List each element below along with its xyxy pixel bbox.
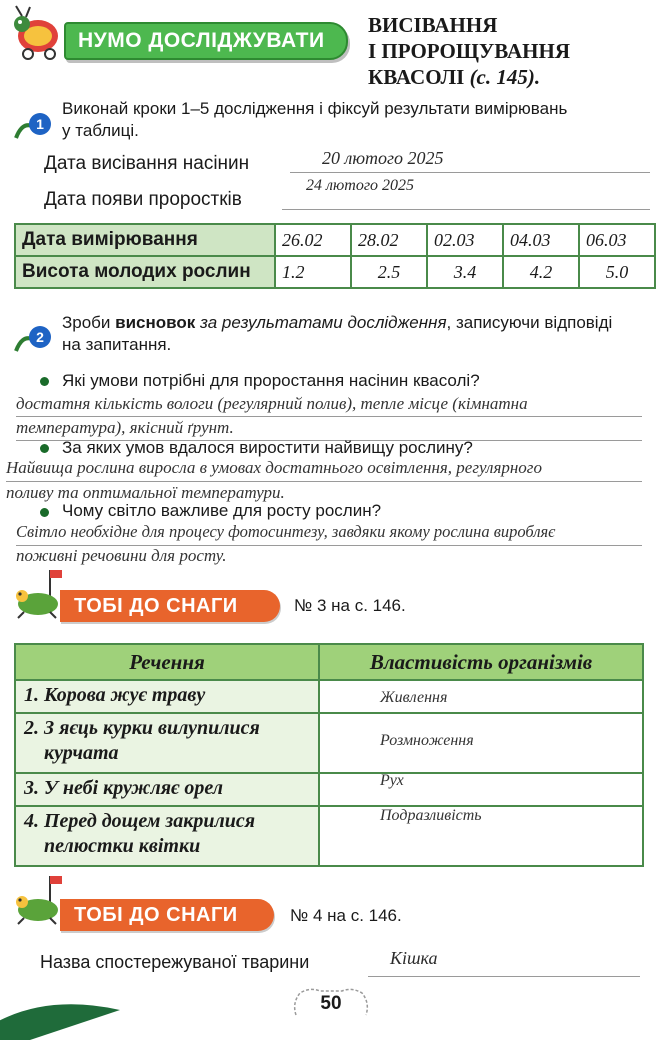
- table-row: [15, 224, 655, 256]
- table-row: [15, 806, 643, 866]
- animal-name-label: Назва спостережуваної тварини: [40, 952, 310, 972]
- answer-2-line1[interactable]: Найвища рослина виросла в умовах достатнього освітлення, регулярного: [6, 458, 542, 477]
- animal-name-value[interactable]: Кішка: [390, 948, 438, 968]
- question-2: За яких умов вдалося виростити найвищу рослину?: [62, 438, 473, 457]
- table-header-row: [15, 644, 643, 680]
- bullet-icon: [40, 377, 49, 386]
- bullet-icon: [40, 444, 49, 453]
- answer-line: [6, 481, 642, 482]
- property-cell[interactable]: Подразливість: [319, 806, 643, 866]
- topic-title-line3: КВАСОЛІ (с. 145).: [368, 65, 541, 89]
- topic-page-ref: (с. 145).: [469, 65, 541, 89]
- height-cell[interactable]: 3.4: [427, 256, 503, 288]
- table-row: [15, 680, 643, 713]
- task-1-instruction: [62, 98, 662, 142]
- sowing-date-value[interactable]: 20 лютого 2025: [322, 148, 444, 168]
- bullet-icon: [40, 508, 49, 517]
- height-cell[interactable]: 5.0: [579, 256, 655, 288]
- task-2-marker-icon: [14, 325, 54, 355]
- sentence-cell: 1. Корова жує траву: [15, 680, 319, 713]
- property-column-header: Властивість організмів: [319, 644, 643, 680]
- bonus-banner-2-label: ТОБІ ДО СНАГИ: [74, 903, 238, 926]
- property-cell[interactable]: Рух: [319, 773, 643, 806]
- bonus-1-ref: № 3 на с. 146.: [294, 596, 406, 615]
- answer-3-line2[interactable]: поживні речовини для росту.: [16, 546, 227, 565]
- properties-table: [14, 643, 644, 867]
- bonus-2-ref: № 4 на с. 146.: [290, 906, 402, 925]
- task-2-instruction: [62, 312, 662, 356]
- svg-text:1: 1: [36, 116, 44, 132]
- sprout-date-label: Дата появи проростків: [44, 189, 242, 210]
- task-1-line2: у таблиці.: [62, 121, 139, 140]
- table-row: [15, 713, 643, 773]
- research-banner: [64, 22, 348, 60]
- answer-1-line1[interactable]: достатня кількість вологи (регулярний полив), тепле місце (кімнатна: [16, 394, 528, 413]
- date-cell[interactable]: 28.02: [351, 224, 427, 256]
- answer-line: [16, 416, 642, 417]
- sowing-date-label: Дата висівання насінин: [44, 153, 250, 174]
- topic-title: [368, 12, 658, 90]
- beetle-mascot-icon: [8, 4, 64, 60]
- task-2-line2: на запитання.: [62, 335, 172, 354]
- svg-text:2: 2: [36, 329, 44, 345]
- bonus-banner-2: [60, 899, 274, 931]
- research-banner-label: НУМО ДОСЛІДЖУВАТИ: [78, 29, 325, 52]
- topic-title-line2: І ПРОРОЩУВАННЯ: [368, 39, 570, 63]
- sprout-date-value[interactable]: 24 лютого 2025: [306, 177, 415, 194]
- date-cell[interactable]: 26.02: [275, 224, 351, 256]
- sowing-date-line: [290, 172, 650, 173]
- date-cell[interactable]: 06.03: [579, 224, 655, 256]
- sentence-cell: 3. У небі кружляє орел: [15, 773, 319, 806]
- date-cell[interactable]: 02.03: [427, 224, 503, 256]
- sprout-date-line: [282, 209, 650, 210]
- page-number: 50: [320, 993, 342, 1014]
- height-cell[interactable]: 2.5: [351, 256, 427, 288]
- task-1-line1: Виконай кроки 1–5 дослідження і фіксуй результати вимірювань: [62, 99, 568, 118]
- question-3: Чому світло важливе для росту рослин?: [62, 501, 382, 520]
- table-row: [15, 256, 655, 288]
- answer-3-line1[interactable]: Світло необхідне для процесу фотосинтезу, завдяки якому рослина виробляє: [16, 522, 556, 541]
- topic-title-line1: ВИСІВАННЯ: [368, 13, 498, 37]
- property-cell[interactable]: Живлення: [319, 680, 643, 713]
- height-cell[interactable]: 1.2: [275, 256, 351, 288]
- sentence-cell: 2. З яєць курки вилупилися курчата: [15, 713, 319, 773]
- task-1-marker-icon: [14, 112, 54, 142]
- bonus-banner-1-label: ТОБІ ДО СНАГИ: [74, 594, 238, 617]
- property-cell[interactable]: Розмноження: [319, 713, 643, 773]
- date-cell[interactable]: 04.03: [503, 224, 579, 256]
- sentence-cell: 4. Перед дощем закрилися пелюстки квітки: [15, 806, 319, 866]
- answer-2-line2[interactable]: поливу та оптимальної температури.: [6, 483, 285, 502]
- measurement-table: [14, 223, 656, 289]
- measurement-date-header: Дата вимірювання: [15, 224, 275, 256]
- height-cell[interactable]: 4.2: [503, 256, 579, 288]
- table-row: [15, 773, 643, 806]
- plant-height-header: Висота молодих рослин: [15, 256, 275, 288]
- task-2-line1: Зроби висновок за результатами дослідження, записуючи відповіді: [62, 313, 613, 332]
- sentence-column-header: Речення: [15, 644, 319, 680]
- animal-name-line: [368, 976, 640, 977]
- answer-1-line2[interactable]: температура), якісний ґрунт.: [16, 418, 234, 437]
- question-1: Які умови потрібні для проростання насінин квасолі?: [62, 371, 480, 390]
- leaf-decoration-icon: [0, 980, 130, 1040]
- bonus-banner-1: [60, 590, 280, 622]
